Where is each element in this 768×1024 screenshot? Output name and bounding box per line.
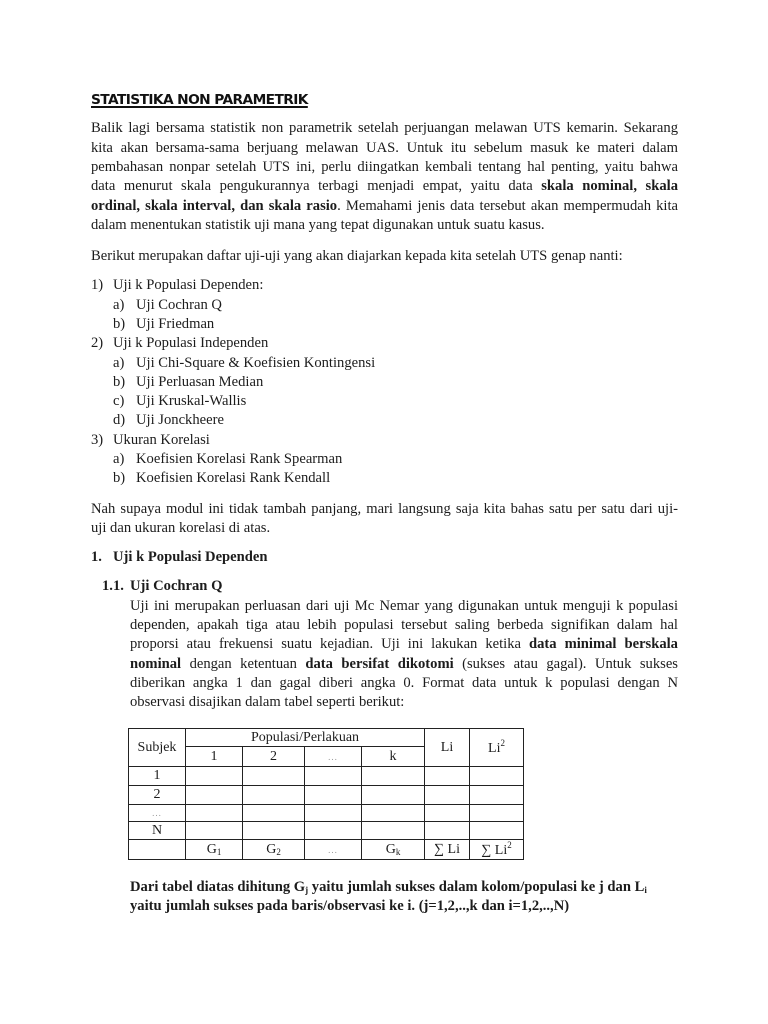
list-subitem-label: Uji Kruskal-Wallis bbox=[136, 393, 247, 409]
header-li-squared bbox=[470, 729, 524, 767]
header-li: Li bbox=[425, 729, 470, 767]
document-title: STATISTIKA NON PARAMETRIK bbox=[91, 92, 308, 108]
list-letter: a) bbox=[113, 450, 125, 467]
g-base: G bbox=[206, 841, 217, 857]
intro-line-6: dalam menentukan statistik uji mana yang tepat digunakan untuk suatu kasus. bbox=[91, 217, 545, 233]
conclusion-text: yaitu jumlah sukses dalam kolom/populasi ke j dan L bbox=[308, 879, 645, 895]
intro-line-1: Balik lagi bersama statistik non parametrik setelah perjuangan melawan UTS kemarin. Sekarang bbox=[91, 120, 678, 136]
cochran-line-2: dependen, apakah tiga atau lebih populasi tersebut saling berbeda signifikan dalam hal bbox=[130, 617, 678, 633]
intro-text: data menurut skala pengukurannya terbagi menjadi empat, yaitu data bbox=[91, 178, 542, 194]
list-letter: a) bbox=[113, 354, 125, 371]
subsection-number: 1.1. bbox=[102, 578, 124, 594]
table-row bbox=[129, 805, 524, 822]
footer-g1 bbox=[186, 840, 243, 860]
list-number: 3) bbox=[91, 431, 104, 448]
list-letter: a) bbox=[113, 296, 125, 313]
g-base: G bbox=[266, 841, 277, 857]
list-intro: Berikut merupakan daftar uji-uji yang akan diajarkan kepada kita setelah UTS genap nanti: bbox=[91, 248, 623, 264]
li2-base: Li bbox=[488, 741, 501, 756]
transition-line-1: Nah supaya modul ini tidak tambah panjang, mari langsung saja kita bahas satu per satu dari uji- bbox=[91, 501, 678, 517]
cochran-bold-text: nominal bbox=[130, 655, 182, 672]
footer-gdots: ... bbox=[305, 840, 362, 860]
list-item-label: Uji k Populasi Dependen: bbox=[113, 277, 264, 293]
cochran-data-table bbox=[128, 728, 524, 860]
row-label: 1 bbox=[129, 767, 186, 786]
list-subitem-label: Uji Friedman bbox=[136, 316, 215, 332]
cochran-text: (sukses atau gagal). Untuk sukses bbox=[453, 655, 678, 672]
intro-line-2: kita akan bersama-sama berjuang melawan UAS. Untuk itu sebelum masuk ke materi dalam bbox=[91, 139, 678, 156]
section-heading: Uji k Populasi Dependen bbox=[113, 549, 268, 565]
list-subitem-label: Uji Cochran Q bbox=[136, 296, 222, 313]
list-letter: b) bbox=[113, 373, 126, 390]
cochran-line-5: diberikan angka 1 dan gagal diberi angka 0. Format data untuk k populasi dengan N bbox=[130, 675, 678, 691]
cochran-bold-text: data bersifat dikotomi bbox=[305, 655, 454, 672]
intro-bold-text: skala nominal, skala bbox=[541, 178, 678, 194]
cochran-line-1: Uji ini merupakan perluasan dari uji Mc Nemar yang digunakan untuk menguji k populasi bbox=[130, 597, 678, 614]
cochran-text: dengan ketentuan bbox=[181, 655, 306, 672]
table-footer-row bbox=[129, 840, 524, 860]
li2-sup: 2 bbox=[500, 738, 505, 748]
header-subjek: Subjek bbox=[129, 729, 186, 767]
footer-sum-li-squared bbox=[470, 840, 524, 860]
conclusion-sub: i bbox=[644, 885, 647, 895]
list-letter: c) bbox=[113, 393, 125, 409]
header-col-dots: ... bbox=[305, 747, 362, 767]
cochran-text: proporsi atau frekuensi suatu kejadian. Uji ini lakukan ketika bbox=[130, 636, 530, 652]
sum-li2-base: ∑ Li bbox=[481, 843, 508, 858]
table-row bbox=[129, 786, 524, 805]
list-letter: b) bbox=[113, 470, 126, 486]
conclusion-text: Dari tabel diatas dihitung G bbox=[130, 879, 306, 895]
list-subitem-label: Uji Chi-Square & Koefisien Kontingensi bbox=[136, 354, 376, 371]
header-col-1: 1 bbox=[186, 747, 243, 767]
list-number: 2) bbox=[91, 335, 104, 351]
transition-line-2: uji dan ukuran korelasi di atas. bbox=[91, 520, 271, 536]
intro-text: . Memahami jenis data tersebut akan mempermudah kita bbox=[337, 197, 679, 214]
conclusion-line-2: yaitu jumlah sukses pada baris/observasi ke i. (j=1,2,..,k dan i=1,2,..,N) bbox=[130, 898, 570, 914]
g-sub: k bbox=[395, 846, 401, 857]
footer-g2 bbox=[243, 840, 305, 860]
g-sub: 2 bbox=[276, 846, 281, 857]
footer-sum-li: ∑ Li bbox=[425, 840, 470, 860]
sum-li2-sup: 2 bbox=[507, 840, 512, 850]
table-row bbox=[129, 822, 524, 840]
subsection-heading: Uji Cochran Q bbox=[130, 578, 223, 594]
cochran-line-3 bbox=[130, 635, 678, 654]
intro-line-5 bbox=[91, 197, 678, 216]
list-subitem-label: Koefisien Korelasi Rank Spearman bbox=[136, 450, 343, 467]
header-col-k: k bbox=[362, 747, 425, 767]
g-base: G bbox=[385, 841, 396, 857]
row-label: N bbox=[129, 822, 186, 840]
intro-line-3: pembahasan nonpar setelah UTS ini, perlu diingatkan kembali tentang hal penting, yaitu bahwa bbox=[91, 159, 678, 175]
cochran-line-4 bbox=[130, 655, 678, 674]
row-label: ... bbox=[129, 805, 186, 822]
conclusion-sub: j bbox=[305, 885, 309, 895]
list-letter: d) bbox=[113, 412, 126, 428]
list-subitem-label: Koefisien Korelasi Rank Kendall bbox=[136, 470, 331, 486]
intro-bold-text: ordinal, skala interval, dan skala rasio bbox=[91, 197, 338, 214]
list-item-label: Uji k Populasi Independen bbox=[113, 335, 269, 351]
list-subitem-label: Uji Jonckheere bbox=[136, 412, 224, 428]
list-number: 1) bbox=[91, 277, 104, 293]
footer-gk bbox=[362, 840, 425, 860]
cochran-line-6: observasi disajikan dalam tabel seperti berikut: bbox=[130, 694, 405, 710]
cochran-bold-text: data minimal berskala bbox=[529, 636, 678, 652]
list-subitem-label: Uji Perluasan Median bbox=[136, 373, 264, 390]
header-populasi: Populasi/Perlakuan bbox=[186, 729, 425, 747]
table-row bbox=[129, 767, 524, 786]
g-sub: 1 bbox=[216, 846, 222, 857]
list-letter: b) bbox=[113, 316, 126, 332]
list-item-label: Ukuran Korelasi bbox=[113, 431, 210, 448]
section-number: 1. bbox=[91, 549, 102, 565]
header-col-2: 2 bbox=[243, 747, 305, 767]
row-label: 2 bbox=[129, 786, 186, 805]
intro-line-4 bbox=[91, 177, 678, 196]
